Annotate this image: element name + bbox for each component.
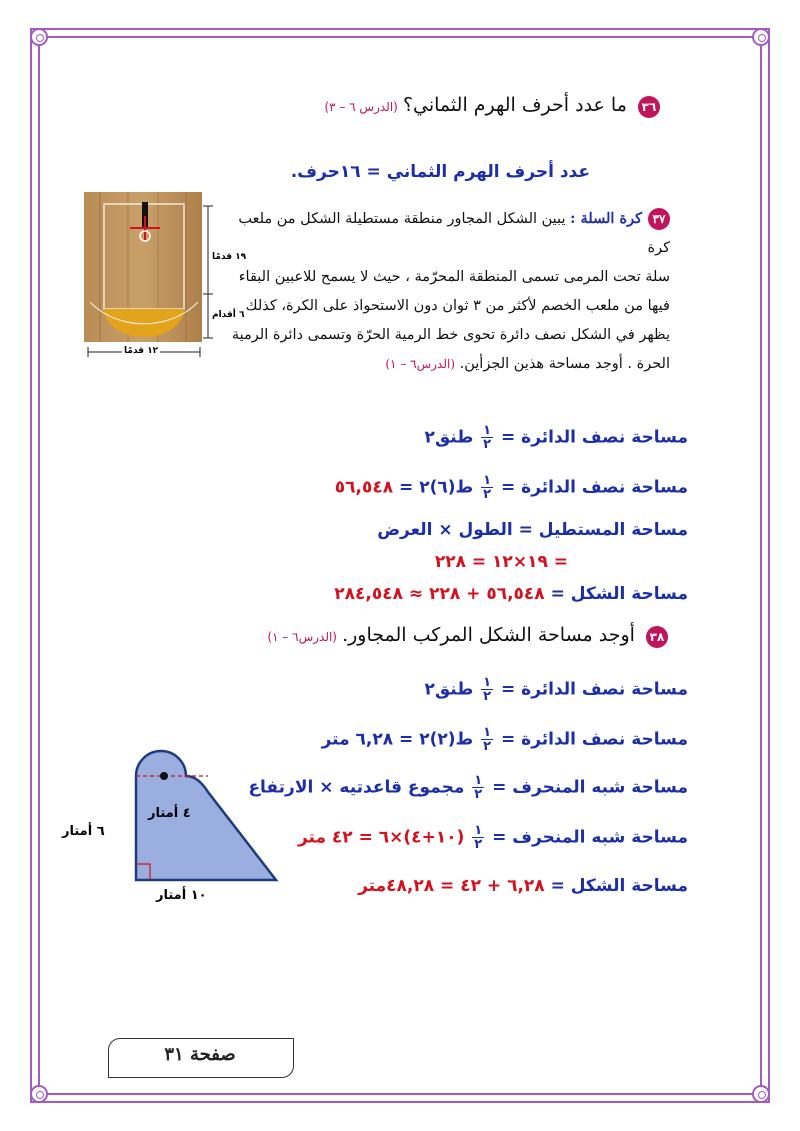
answer-36: عدد أحرف الهرم الثماني = ١٦حرف. xyxy=(290,162,590,182)
label-6-feet: ٦ أقدام xyxy=(212,310,245,320)
question-number-badge: ٣٨ xyxy=(646,626,668,648)
label-19-feet: ١٩ قدمًا xyxy=(212,252,247,262)
question-36 xyxy=(100,94,660,118)
lesson-reference: (الدرس٦ – ١) xyxy=(267,630,337,644)
q38-solution-line-1: مساحة نصف الدائرة = $\frac{١}{٢}$ طنق٢ xyxy=(424,675,688,704)
label-10-meters: ١٠ أمتار xyxy=(156,888,207,903)
q37-solution-line-1: مساحة نصف الدائرة = $\frac{١}{٢}$ طنق٢ xyxy=(424,423,688,452)
corner-ornament-top-right xyxy=(752,28,770,46)
q37-solution-line-3: مساحة المستطيل = الطول × العرض xyxy=(377,520,688,540)
fraction-half: $\frac{١}{٢}$ xyxy=(483,675,492,704)
corner-ornament-bottom-left xyxy=(30,1085,48,1103)
lesson-reference: (الدرس٦ – ١) xyxy=(385,357,456,371)
question-text: ما عدد أحرف الهرم الثماني؟ xyxy=(402,94,627,116)
semicircle-center xyxy=(160,772,168,780)
q38-solution-line-5: مساحة الشكل = ٦,٢٨ + ٤٢ = ٤٨,٢٨متر xyxy=(358,876,688,896)
q38-solution-line-3: مساحة شبه المنحرف = $\frac{١}{٢}$ مجموع قاعدتيه × الارتفاع xyxy=(248,773,688,802)
q38-solution-line-4: مساحة شبه المنحرف = $\frac{١}{٢}$ (١٠+٤)×٦ = ٤٢ متر xyxy=(297,823,688,852)
question-number-badge: ٣٧ xyxy=(648,208,670,230)
question-number-badge: ٣٦ xyxy=(638,96,660,118)
corner-ornament-top-left xyxy=(30,28,48,46)
label-12-feet: ١٢ قدمًا xyxy=(124,346,159,356)
fraction-half: $\frac{١}{٢}$ xyxy=(483,473,492,502)
q37-solution-line-2: مساحة نصف الدائرة = $\frac{١}{٢}$ ط(٦)٢ = ٥٦,٥٤٨ xyxy=(334,473,688,502)
q37-solution-line-4: = ١٩×١٢ = ٢٢٨ xyxy=(434,552,568,572)
label-4-meters: ٤ أمتار xyxy=(148,806,191,821)
fraction-half: $\frac{١}{٢}$ xyxy=(483,725,492,754)
corner-ornament-bottom-right xyxy=(752,1085,770,1103)
basketball-court-figure xyxy=(78,192,247,362)
page-number: صفحة ٣١ xyxy=(164,1044,236,1065)
fraction-half: $\frac{١}{٢}$ xyxy=(474,773,483,802)
q38-solution-line-2: مساحة نصف الدائرة = $\frac{١}{٢}$ ط(٢)٢ = ٦,٢٨ متر xyxy=(321,725,688,754)
composite-shape-figure xyxy=(60,740,290,920)
question-38 xyxy=(108,624,668,648)
q37-solution-line-5: مساحة الشكل = ٥٦,٥٤٨ + ٢٢٨ ≈ ٢٨٤,٥٤٨ xyxy=(334,584,688,604)
question-37: ٣٧كرة السلة : يبين الشكل المجاور منطقة مستطيلة الشكل من ملعب كرة سلة تحت المرمى تسمى المنطقة المحرّمة ، حيث لا يسمح للاعبين البقاء فيها من ملعب الخصم لأكثر من ٣ ثوان دون الاستحواذ على الكرة، كذلك يظهر في الشكل نصف دائرة تحوى خط الرمية الحرّة وتسمى دائرة الرمية الحرة . أوجد مساحة هذين الجزأين. (الدرس٦ – ١) xyxy=(231,210,670,372)
label-6-meters: ٦ أمتار xyxy=(62,824,105,839)
court-drawing xyxy=(78,192,238,362)
fraction-half: $\frac{١}{٢}$ xyxy=(483,423,492,452)
question-text: أوجد مساحة الشكل المركب المجاور. xyxy=(342,624,635,646)
lesson-reference: (الدرس ٦ – ٣) xyxy=(324,100,398,114)
fraction-half: $\frac{١}{٢}$ xyxy=(474,823,483,852)
keyword-basketball: كرة السلة : xyxy=(570,210,642,227)
